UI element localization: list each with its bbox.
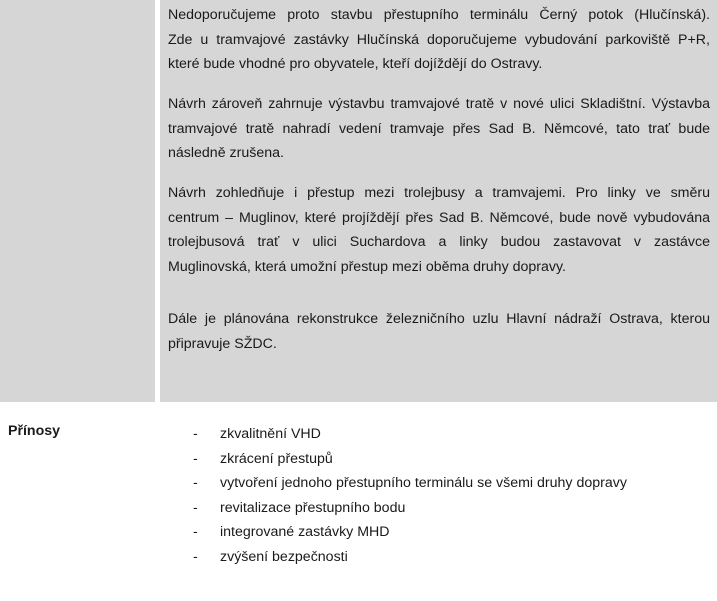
paragraph <box>168 307 710 356</box>
dash-bullet-icon: - <box>193 426 198 442</box>
list-item-text: vytvoření jednoho přestupního terminálu se všemi druhy dopravy <box>220 475 627 491</box>
text-line: Návrh zároveň zahrnuje výstavbu tramvajové tratě v nové ulici Skladištní. Výstavba <box>168 96 710 112</box>
text-line: trolejbusová trať v ulici Suchardova a linky budou zastavovat v zastávce <box>168 234 710 250</box>
text-line: které bude vhodné pro obyvatele, kteří dojíždějí do Ostravy. <box>168 56 543 72</box>
text-line: centrum – Muglinov, které projíždějí přes Sad B. Němcové, bude nově vybudována <box>168 209 710 226</box>
paragraph <box>168 181 710 279</box>
list-item-text: revitalizace přestupního bodu <box>220 499 406 516</box>
list-item <box>193 520 627 545</box>
table-label-cell <box>0 0 155 402</box>
dash-bullet-icon: - <box>193 548 198 565</box>
list-item <box>193 545 627 570</box>
list-item-text: zkvalitnění VHD <box>220 426 321 442</box>
paragraph <box>168 3 710 77</box>
text-line: Muglinovská, která umožní přestup mezi oběma druhy dopravy. <box>168 258 566 275</box>
dash-bullet-icon: - <box>193 475 198 491</box>
list-item <box>193 471 627 496</box>
dash-bullet-icon: - <box>193 524 198 540</box>
dash-bullet-icon: - <box>193 499 198 516</box>
text-line: Dále je plánována rekonstrukce železničního uzlu Hlavní nádraží Ostrava, kterou <box>168 311 710 327</box>
list-item <box>193 496 627 521</box>
list-item-text: zvýšení bezpečnosti <box>220 548 348 565</box>
list-item <box>193 422 627 447</box>
list-item <box>193 447 627 472</box>
list-item-text: integrované zastávky MHD <box>220 524 390 540</box>
text-line: následně zrušena. <box>168 145 284 161</box>
text-line: tramvajové tratě nahradí vedení tramvaje přes Sad B. Němcové, tato trať bude <box>168 120 710 137</box>
list-item-text: zkrácení přestupů <box>220 450 333 467</box>
text-line: připravuje SŽDC. <box>168 335 277 352</box>
dash-bullet-icon: - <box>193 450 198 467</box>
benefits-list <box>193 422 627 569</box>
text-line: Zde u tramvajové zastávky Hlučínská doporučujeme vybudování parkoviště P+R, <box>168 31 710 48</box>
text-line: Návrh zohledňuje i přestup mezi trolejbusy a tramvajemi. Pro linky ve směru <box>168 185 710 201</box>
paragraph <box>168 92 710 166</box>
table-row-benefits <box>0 407 717 601</box>
text-line: Nedoporučujeme proto stavbu přestupního terminálu Černý potok (Hlučínská). <box>168 7 710 23</box>
benefits-label: Přínosy <box>8 423 61 439</box>
